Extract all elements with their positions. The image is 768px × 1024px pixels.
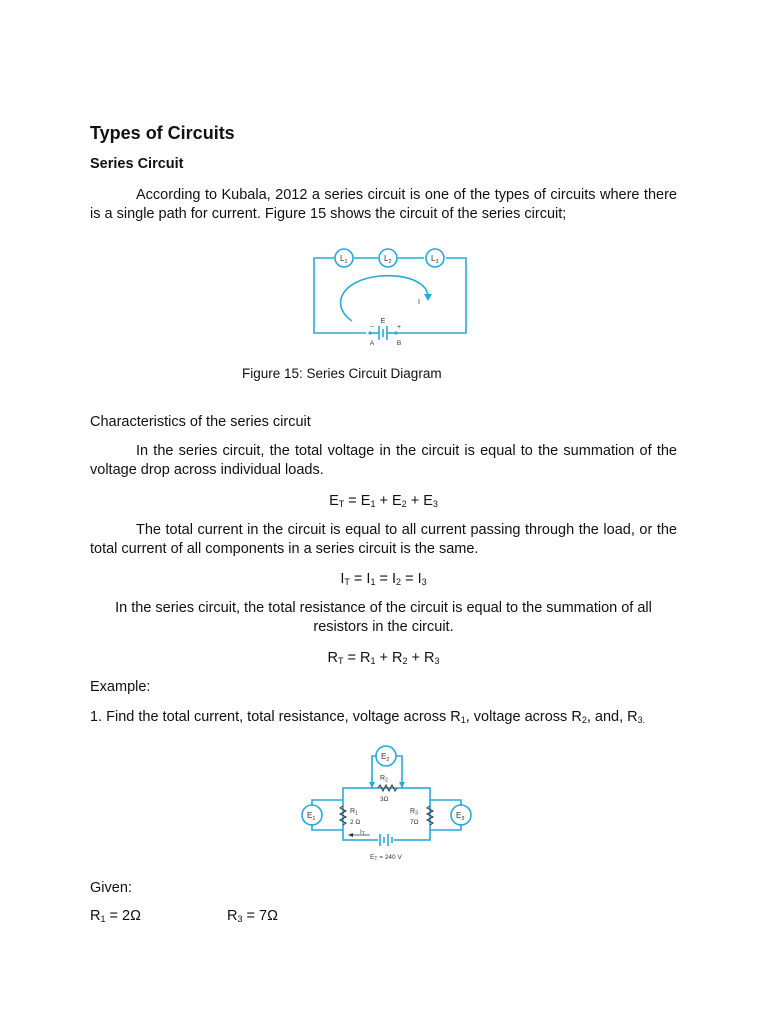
example-problem: 1. Find the total current, total resistance, voltage across $R_1$, voltage across $R_2$, and, $R_{3.}$ bbox=[90, 709, 646, 725]
resistance-equation: $R_T = R_1 + R_2 + R_3$ bbox=[327, 650, 440, 666]
series-circuit-diagram bbox=[300, 244, 480, 350]
figure-caption: Figure 15: Series Circuit Diagram bbox=[242, 366, 442, 381]
characteristics-heading: Characteristics of the series circuit bbox=[90, 414, 311, 430]
voltage-equation: $E_T = E_1 + E_2 + E_3$ bbox=[329, 493, 438, 509]
meter-e3-label: $E_3$ bbox=[456, 811, 465, 822]
resistance-paragraph: In the series circuit, the total resistance of the circuit is equal to the summation of all resistors in the circuit. bbox=[115, 600, 652, 635]
battery-label: E bbox=[380, 318, 386, 325]
current-paragraph: The total current in the circuit is equal to all current passing through the load, or the total current of all components in a series circuit is the same. bbox=[90, 522, 677, 557]
lamp-1-label: $L_1$ bbox=[340, 254, 348, 265]
r2-label: $R_2$ bbox=[380, 775, 388, 784]
r3-label: $R_3$ bbox=[410, 808, 418, 817]
r2-value: 3Ω bbox=[380, 796, 389, 803]
it-label: $I_T$ bbox=[360, 829, 365, 838]
section-heading: Series Circuit bbox=[90, 156, 184, 172]
r1-label: $R_1$ bbox=[350, 808, 358, 817]
current-label: I bbox=[418, 299, 420, 306]
terminal-b-label: B bbox=[396, 340, 402, 347]
current-equation: $I_T = I_1 = I_2 = I_3$ bbox=[340, 571, 427, 587]
intro-paragraph: According to Kubala, 2012 a series circuit is one of the types of circuits where there is a single path for current. Figure 15 shows the circuit of the series circuit; bbox=[90, 187, 677, 222]
given-heading: Given: bbox=[90, 880, 132, 896]
example-circuit-diagram bbox=[298, 742, 478, 866]
lamp-3-label: $L_3$ bbox=[431, 254, 439, 265]
battery-minus: − bbox=[369, 324, 375, 331]
et-label: $E_T = 240$ V bbox=[370, 854, 402, 863]
meter-e2-label: $E_2$ bbox=[381, 752, 390, 763]
current-flow-arrow bbox=[341, 276, 428, 321]
terminal-a-label: A bbox=[369, 340, 375, 347]
voltage-paragraph: In the series circuit, the total voltage in the circuit is equal to the summation of the voltage drop across individual loads. bbox=[90, 443, 677, 478]
given-r1: $R_1 = 2\Omega$ bbox=[90, 908, 141, 924]
lamp-2-label: $L_2$ bbox=[384, 254, 392, 265]
example-heading: Example: bbox=[90, 679, 151, 695]
r3-value: 7Ω bbox=[410, 819, 419, 826]
given-r3: $R_3 = 7\Omega$ bbox=[227, 908, 278, 924]
r1-value: 2 Ω bbox=[350, 819, 361, 826]
battery-plus: + bbox=[396, 324, 402, 331]
meter-e1-label: $E_1$ bbox=[307, 811, 316, 822]
page-title: Types of Circuits bbox=[90, 123, 235, 143]
